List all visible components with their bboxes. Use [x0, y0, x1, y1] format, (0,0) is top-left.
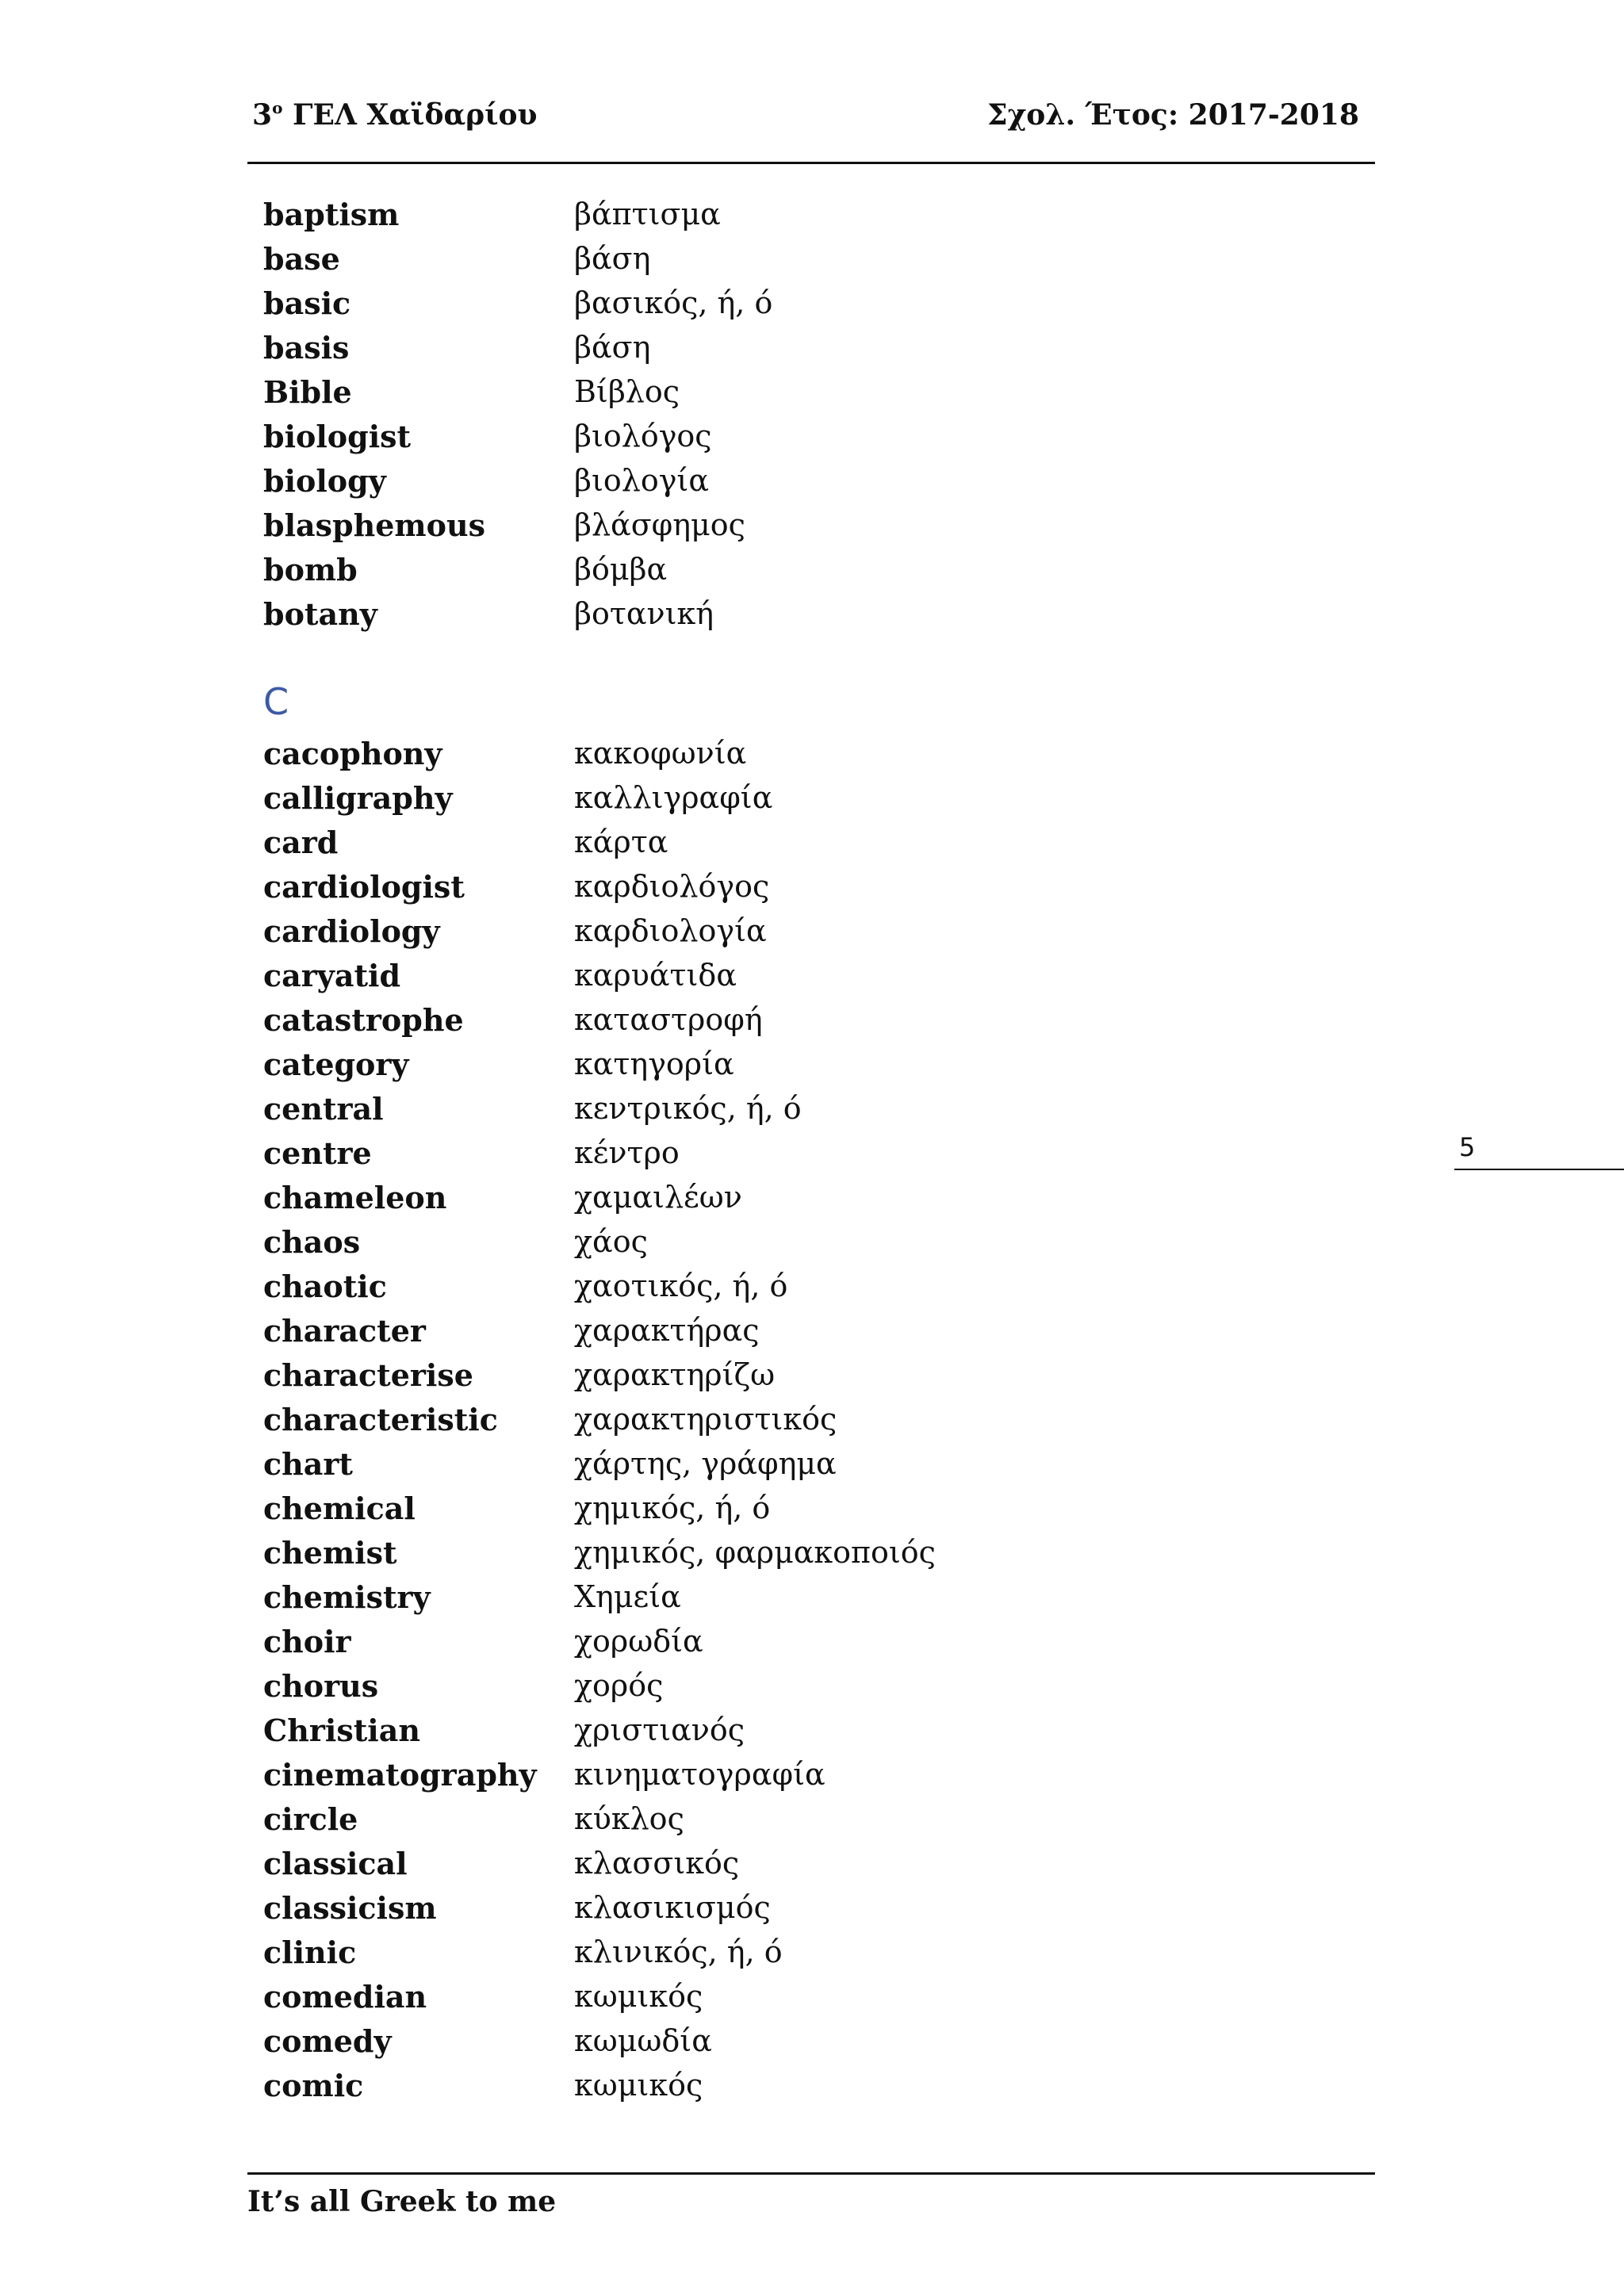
english-term: comedian — [263, 1979, 427, 2015]
english-term: category — [263, 1047, 409, 1082]
english-term: Bible — [263, 374, 352, 410]
greek-translation: κωμωδία — [574, 2023, 712, 2058]
english-term: basic — [263, 285, 351, 321]
school-label — [252, 98, 538, 132]
greek-translation: κωμικός — [574, 2068, 703, 2103]
english-term: chorus — [263, 1668, 379, 1704]
greek-translation: χάος — [574, 1224, 648, 1259]
greek-translation: χαρακτηρίζω — [574, 1357, 776, 1392]
greek-translation: κλινικός, ή, ό — [574, 1934, 783, 1969]
greek-translation: κλασσικός — [574, 1846, 740, 1881]
english-term: bomb — [263, 552, 358, 587]
english-term: characterise — [263, 1357, 473, 1393]
english-term: calligraphy — [263, 780, 453, 816]
english-term: chart — [263, 1446, 353, 1482]
english-term: classical — [263, 1846, 408, 1881]
greek-translation: καταστροφή — [574, 1002, 763, 1037]
english-term: biology — [263, 463, 386, 499]
footer-title: It’s all Greek to me — [247, 2185, 557, 2218]
school-name: ΓΕΛ Χαϊδαρίου — [292, 98, 538, 132]
english-term: card — [263, 825, 339, 860]
greek-translation: χαρακτήρας — [574, 1313, 760, 1348]
school-superscript: ο — [272, 98, 283, 117]
english-term: blasphemous — [263, 507, 485, 543]
english-term: centre — [263, 1135, 372, 1171]
english-term: baptism — [263, 197, 400, 232]
page-number-divider — [1454, 1169, 1624, 1170]
english-term: chameleon — [263, 1180, 447, 1215]
greek-translation: βοτανική — [574, 596, 714, 631]
english-term: central — [263, 1091, 384, 1127]
english-term: Christian — [263, 1712, 420, 1748]
greek-translation: βασικός, ή, ό — [574, 285, 773, 320]
greek-translation: Χημεία — [574, 1579, 681, 1614]
english-term: chemistry — [263, 1579, 431, 1615]
greek-translation: χημικός, φαρμακοποιός — [574, 1535, 936, 1570]
greek-translation: βάπτισμα — [574, 197, 721, 232]
english-term: catastrophe — [263, 1002, 464, 1038]
greek-translation: βλάσφημος — [574, 507, 745, 542]
english-term: basis — [263, 330, 350, 365]
school-year: Σχολ. Έτος: 2017-2018 — [987, 98, 1359, 132]
english-term: circle — [263, 1801, 358, 1837]
greek-translation: καρυάτιδα — [574, 958, 737, 993]
english-term: chemist — [263, 1535, 397, 1571]
greek-translation: βάση — [574, 330, 651, 365]
english-term: base — [263, 241, 340, 277]
english-term: characteristic — [263, 1402, 498, 1437]
greek-translation: χορός — [574, 1668, 664, 1703]
english-term: biologist — [263, 419, 412, 454]
english-term: chemical — [263, 1490, 416, 1526]
greek-translation: καρδιολόγος — [574, 869, 770, 904]
greek-translation: βιολόγος — [574, 419, 712, 453]
english-term: caryatid — [263, 958, 401, 993]
greek-translation: καρδιολογία — [574, 913, 767, 948]
english-term: cardiology — [263, 913, 440, 949]
greek-translation: χαμαιλέων — [574, 1180, 742, 1215]
greek-translation: κακοφωνία — [574, 736, 747, 771]
footer-divider — [247, 2172, 1375, 2175]
greek-translation: βιολογία — [574, 463, 709, 498]
school-number: 3 — [252, 98, 273, 132]
greek-translation: κινηματογραφία — [574, 1757, 825, 1792]
greek-translation: χαοτικός, ή, ό — [574, 1269, 788, 1303]
greek-translation: κύκλος — [574, 1801, 684, 1836]
english-term: clinic — [263, 1934, 357, 1970]
english-term: comedy — [263, 2023, 392, 2059]
greek-translation: χάρτης, γράφημα — [574, 1446, 837, 1481]
greek-translation: χαρακτηριστικός — [574, 1402, 837, 1437]
greek-translation: κατηγορία — [574, 1047, 734, 1081]
english-term: chaotic — [263, 1269, 387, 1304]
english-term: comic — [263, 2068, 364, 2103]
greek-translation: κεντρικός, ή, ό — [574, 1091, 802, 1126]
page-number: 5 — [1459, 1132, 1476, 1162]
english-term: classicism — [263, 1890, 437, 1926]
greek-translation: χορωδία — [574, 1624, 703, 1659]
page-header — [247, 94, 1370, 141]
english-term: character — [263, 1313, 426, 1349]
english-term: chaos — [263, 1224, 361, 1260]
english-term: cacophony — [263, 736, 442, 771]
english-term: choir — [263, 1624, 351, 1659]
greek-translation: χημικός, ή, ό — [574, 1490, 771, 1525]
english-term: cardiologist — [263, 869, 465, 905]
greek-translation: χριστιανός — [574, 1712, 745, 1747]
greek-translation: Βίβλος — [574, 374, 680, 409]
english-term: botany — [263, 596, 377, 632]
greek-translation: κλασικισμός — [574, 1890, 771, 1925]
header-divider — [247, 162, 1375, 164]
greek-translation: κωμικός — [574, 1979, 703, 2014]
greek-translation: κέντρο — [574, 1135, 680, 1170]
greek-translation: καλλιγραφία — [574, 780, 773, 815]
english-term: cinematography — [263, 1757, 537, 1793]
section-heading-c: C — [263, 680, 289, 723]
greek-translation: κάρτα — [574, 825, 668, 859]
greek-translation: βάση — [574, 241, 651, 276]
greek-translation: βόμβα — [574, 552, 668, 587]
